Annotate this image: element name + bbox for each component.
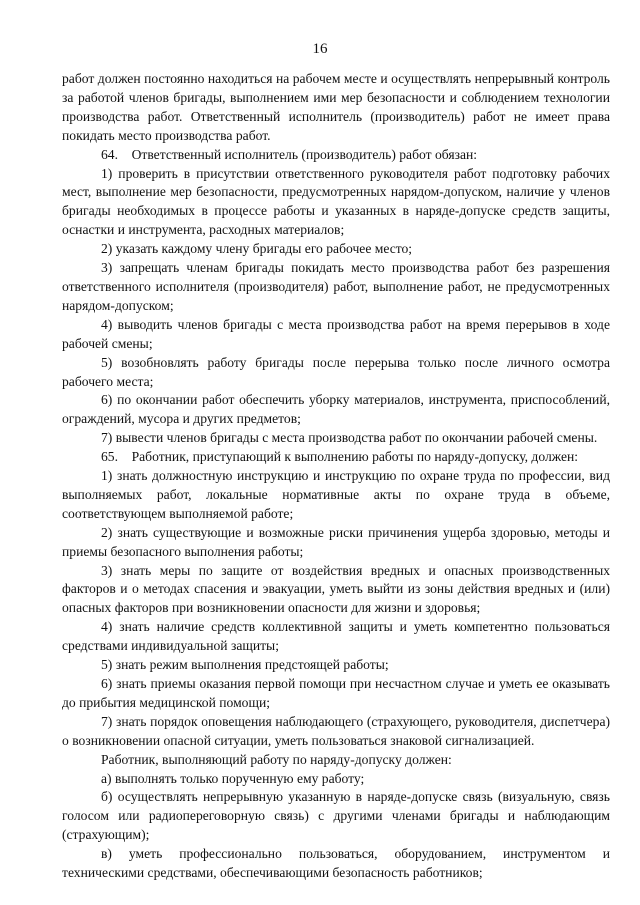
clause-64-item-1: 1) проверить в присутствии ответственного руководителя работ подготовку рабочих мест, выполнение мер безопасности, предусмотренных нарядом-допуском, наличие у членов бригады необходимых в процессе работы и указанных в наряде-допуске средств защиты, оснастки и инструмента, расходных материалов; <box>62 165 610 238</box>
clause-65-item-3: 3) знать меры по защите от воздействия вредных и опасных производственных факторов и о методах спасения и эвакуации, уметь выйти из зоны действия вредных и (или) опасных факторов при возникновении опасности для жизни и здоровья; <box>62 562 610 616</box>
clause-65-item-2: 2) знать существующие и возможные риски причинения ущерба здоровью, методы и приемы безопасного выполнения работы; <box>62 524 610 559</box>
paragraph-continuation: работ должен постоянно находиться на рабочем месте и осуществлять непрерывный контроль за работой членов бригады, выполнением ими мер безопасности и соблюдением технологии производства работ. Ответственный исполнитель (производитель) работ не имеет права покидать место производства работ. <box>62 71 610 143</box>
clause-64-item-3: 3) запрещать членам бригады покидать место производства работ без разрешения ответственного исполнителя (производителя) работ, выполнение работ, не предусмотренных нарядом-допуском; <box>62 260 610 313</box>
clause-64-item-6: 6) по окончании работ обеспечить уборку материалов, инструмента, приспособлений, ограждений, мусора и других предметов; <box>62 392 610 427</box>
document-body <box>62 70 610 883</box>
worker-duty-b: б) осуществлять непрерывную указанную в наряде-допуске связь (визуальную, связь голосом или радиопереговорную связь) с другими членами бригады и наблюдающим (страхующим); <box>62 789 610 843</box>
clause-65-heading: 65. Работник, приступающий к выполнению работы по наряду-допуску, должен: <box>101 449 579 465</box>
page-number: 16 <box>312 41 328 57</box>
worker-duty-a: а) выполнять только порученную ему работу; <box>101 770 365 786</box>
clause-64-item-5: 5) возобновлять работу бригады после перерыва только после личного осмотра рабочего места; <box>62 354 610 389</box>
clause-65-item-7: 7) знать порядок оповещения наблюдающего (страхующего, руководителя, диспетчера) о возникновении опасной ситуации, уметь пользоваться знаковой сигнализацией. <box>62 713 610 748</box>
clause-64-heading: 64. Ответственный исполнитель (производитель) работ обязан: <box>101 146 478 162</box>
clause-65-item-4: 4) знать наличие средств коллективной защиты и уметь компетентно пользоваться средствами индивидуальной защиты; <box>62 619 610 654</box>
clause-65-item-6: 6) знать приемы оказания первой помощи при несчастном случае и уметь ее оказывать до прибытия медицинской помощи; <box>62 676 610 710</box>
clause-65-item-1: 1) знать должностную инструкцию и инструкцию по охране труда по профессии, вид выполняемых работ, локальные нормативные акты по охране труда в объеме, соответствующем выполняемой работе; <box>62 468 610 521</box>
clause-64-item-7: 7) вывести членов бригады с места производства работ по окончании рабочей смены. <box>101 430 598 446</box>
clause-65-item-5: 5) знать режим выполнения предстоящей работы; <box>101 657 389 673</box>
clause-64-item-2: 2) указать каждому члену бригады его рабочее место; <box>101 241 413 257</box>
worker-duties-heading: Работник, выполняющий работу по наряду-допуску должен: <box>101 751 452 767</box>
clause-64-item-4: 4) выводить членов бригады с места производства работ на время перерывов в ходе рабочей смены; <box>62 316 610 351</box>
worker-duty-v: в) уметь профессионально пользоваться, оборудованием, инструментом и техническими средствами, обеспечивающими безопасность работников; <box>62 846 610 881</box>
